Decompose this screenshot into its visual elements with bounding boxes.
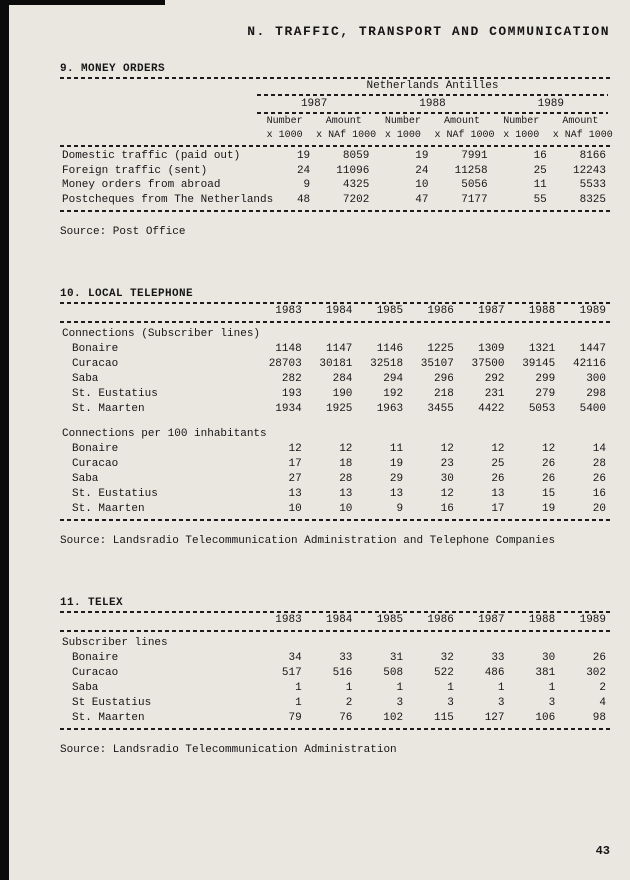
year-header: 1985 bbox=[376, 305, 404, 318]
data-cell: 25 bbox=[491, 458, 505, 471]
data-cell: 12243 bbox=[572, 164, 606, 177]
data-cell: 11258 bbox=[454, 164, 488, 177]
row-label: Curacao bbox=[72, 458, 119, 471]
empty-cell bbox=[60, 97, 255, 115]
year-header: 1987 bbox=[478, 614, 505, 626]
dash-cell bbox=[60, 726, 610, 732]
data-cell: 8166 bbox=[579, 149, 606, 162]
data-cell: 13 bbox=[288, 488, 302, 501]
table-section bbox=[60, 63, 613, 239]
data-cell: 48 bbox=[296, 194, 311, 207]
data-cell: 33 bbox=[339, 651, 353, 664]
data-cell: 292 bbox=[484, 373, 505, 386]
data-cell: 32518 bbox=[370, 358, 404, 371]
year-header-row bbox=[60, 304, 610, 319]
year-header: 1984 bbox=[326, 614, 353, 626]
data-cell: 7202 bbox=[342, 194, 370, 207]
data-cell: 4422 bbox=[478, 403, 505, 416]
data-cell: 19 bbox=[296, 149, 311, 162]
empty-cell bbox=[60, 304, 255, 319]
subheader-row bbox=[60, 115, 610, 129]
data-cell: 28703 bbox=[268, 358, 302, 371]
data-cell: 3 bbox=[396, 696, 404, 709]
empty-cell bbox=[60, 79, 255, 97]
dash-line bbox=[257, 112, 371, 114]
year-header: 1983 bbox=[275, 614, 302, 626]
column-subheader: x 1000 bbox=[503, 129, 540, 141]
group-label-row bbox=[60, 325, 610, 342]
row-label: St. Eustatius bbox=[72, 388, 158, 401]
data-cell: 19 bbox=[415, 149, 429, 162]
data-cell: 9 bbox=[396, 503, 404, 516]
row-label: Curacao bbox=[72, 666, 119, 679]
data-cell: 1963 bbox=[376, 403, 404, 416]
data-cell: 26 bbox=[491, 473, 505, 486]
data-cell: 3 bbox=[447, 696, 454, 709]
data-cell: 1 bbox=[548, 681, 556, 694]
year-header-row bbox=[60, 613, 610, 628]
data-cell: 7991 bbox=[461, 149, 488, 162]
data-cell: 1 bbox=[345, 681, 353, 694]
data-cell: 16 bbox=[440, 503, 454, 516]
dash-line bbox=[60, 519, 610, 521]
data-row bbox=[60, 457, 610, 472]
dash-line bbox=[60, 630, 610, 632]
sections-container bbox=[60, 63, 613, 756]
empty-cell bbox=[60, 115, 255, 129]
data-cell: 13 bbox=[339, 488, 353, 501]
row-label: St. Eustatius bbox=[72, 488, 158, 501]
document-page bbox=[60, 24, 613, 806]
data-cell: 20 bbox=[592, 503, 606, 516]
data-cell: 1934 bbox=[275, 403, 302, 416]
data-row bbox=[60, 442, 610, 457]
row-label: Postcheques from The Netherlands bbox=[62, 194, 274, 207]
data-row bbox=[60, 193, 610, 208]
column-subheader: x 1000 bbox=[266, 129, 303, 141]
year-header: 1986 bbox=[427, 614, 454, 626]
data-cell: 28 bbox=[592, 458, 606, 471]
data-row bbox=[60, 711, 610, 726]
data-cell: 231 bbox=[484, 388, 505, 401]
data-cell: 28 bbox=[339, 473, 353, 486]
data-cell: 516 bbox=[332, 666, 353, 679]
year-header: 1983 bbox=[275, 305, 302, 318]
data-cell: 1447 bbox=[579, 343, 606, 356]
data-cell: 115 bbox=[434, 711, 454, 724]
data-cell: 486 bbox=[484, 666, 505, 679]
data-cell: 3455 bbox=[427, 403, 454, 416]
data-row bbox=[60, 402, 610, 417]
year-header: 1985 bbox=[376, 614, 404, 626]
data-cell: 9 bbox=[303, 179, 311, 192]
data-row bbox=[60, 472, 610, 487]
empty-cell bbox=[60, 613, 255, 628]
data-cell: 8059 bbox=[342, 149, 370, 162]
data-cell: 12 bbox=[440, 443, 454, 456]
year-text: 1987 bbox=[300, 97, 328, 110]
data-cell: 381 bbox=[535, 666, 556, 679]
row-label: Domestic traffic (paid out) bbox=[62, 149, 241, 162]
data-cell: 16 bbox=[592, 488, 606, 501]
row-label: Saba bbox=[72, 681, 99, 694]
year-header bbox=[492, 97, 610, 115]
data-cell: 47 bbox=[415, 194, 429, 207]
data-cell: 8325 bbox=[579, 194, 606, 207]
source-line: Source: Landsradio Telecommunication Administration and Telephone Companies bbox=[60, 535, 556, 547]
data-cell: 298 bbox=[586, 388, 606, 401]
year-header: 1986 bbox=[427, 305, 454, 318]
data-cell: 17 bbox=[288, 458, 302, 471]
data-row bbox=[60, 372, 610, 387]
data-row bbox=[60, 178, 610, 193]
data-cell: 3 bbox=[497, 696, 505, 709]
row-label: St. Maarten bbox=[72, 403, 145, 416]
column-subheader: x 1000 bbox=[384, 129, 421, 141]
data-row bbox=[60, 651, 610, 666]
data-cell: 5053 bbox=[528, 403, 556, 416]
data-cell: 11 bbox=[533, 179, 547, 192]
dash-cell bbox=[60, 517, 610, 523]
data-cell: 13 bbox=[389, 488, 404, 501]
row-label: St. Maarten bbox=[72, 711, 145, 724]
data-cell: 1321 bbox=[528, 343, 556, 356]
data-table bbox=[60, 79, 613, 214]
data-cell: 12 bbox=[288, 443, 302, 456]
data-cell: 5533 bbox=[579, 179, 606, 192]
dash-line bbox=[60, 145, 610, 147]
year-header: 1987 bbox=[478, 305, 505, 318]
table-section bbox=[60, 597, 610, 756]
year-header: 1984 bbox=[326, 305, 353, 318]
scan-edge-top bbox=[0, 0, 165, 5]
group-label-row bbox=[60, 634, 610, 651]
data-table bbox=[60, 613, 610, 732]
data-row bbox=[60, 387, 610, 402]
empty-cell bbox=[60, 129, 255, 143]
data-cell: 31 bbox=[389, 651, 404, 664]
data-cell: 14 bbox=[592, 443, 606, 456]
year-header-row bbox=[60, 97, 610, 115]
region-header-text: Netherlands Antilles bbox=[366, 80, 499, 92]
dash-row bbox=[60, 208, 610, 214]
data-cell: 27 bbox=[288, 473, 302, 486]
year-text: 1989 bbox=[537, 97, 565, 110]
data-cell: 1 bbox=[396, 681, 404, 694]
dash-line bbox=[494, 112, 608, 114]
data-cell: 2 bbox=[599, 681, 606, 694]
dash-line bbox=[60, 728, 610, 730]
column-subheader: Amount bbox=[444, 115, 481, 127]
data-cell: 1309 bbox=[478, 343, 505, 356]
data-cell: 26 bbox=[592, 651, 606, 664]
subheader-row bbox=[60, 129, 610, 143]
data-cell: 23 bbox=[440, 458, 454, 471]
data-cell: 5056 bbox=[461, 179, 488, 192]
data-cell: 302 bbox=[586, 666, 606, 679]
data-cell: 1225 bbox=[427, 343, 454, 356]
data-row bbox=[60, 502, 610, 517]
year-header: 1989 bbox=[579, 614, 606, 626]
data-row bbox=[60, 666, 610, 681]
column-subheader: Number bbox=[266, 115, 303, 127]
data-cell: 1147 bbox=[326, 343, 353, 356]
data-row bbox=[60, 357, 610, 372]
data-cell: 4 bbox=[599, 696, 606, 709]
data-cell: 79 bbox=[288, 711, 302, 724]
region-header-row bbox=[60, 79, 610, 97]
data-cell: 508 bbox=[383, 666, 404, 679]
data-cell: 24 bbox=[296, 164, 311, 177]
data-cell: 42116 bbox=[572, 358, 606, 371]
data-cell: 106 bbox=[535, 711, 556, 724]
data-cell: 5400 bbox=[579, 403, 606, 416]
data-cell: 1148 bbox=[275, 343, 302, 356]
column-subheader: x NAf 1000 bbox=[434, 129, 495, 141]
data-cell: 299 bbox=[535, 373, 556, 386]
row-label: Bonaire bbox=[72, 651, 119, 664]
dash-line bbox=[257, 94, 608, 96]
column-subheader: Number bbox=[503, 115, 540, 127]
data-row bbox=[60, 681, 610, 696]
region-header bbox=[255, 79, 610, 97]
row-label: Money orders from abroad bbox=[62, 179, 221, 192]
data-cell: 26 bbox=[592, 473, 606, 486]
spacer-cell bbox=[60, 417, 610, 425]
data-cell: 30 bbox=[440, 473, 454, 486]
data-cell: 296 bbox=[434, 373, 454, 386]
column-subheader: Amount bbox=[325, 115, 362, 127]
row-label: Foreign traffic (sent) bbox=[62, 164, 208, 177]
data-row bbox=[60, 342, 610, 357]
row-label: Curacao bbox=[72, 358, 119, 371]
data-cell: 1 bbox=[497, 681, 505, 694]
data-cell: 30181 bbox=[319, 358, 353, 371]
data-cell: 102 bbox=[383, 711, 404, 724]
data-cell: 18 bbox=[339, 458, 353, 471]
data-cell: 10 bbox=[339, 503, 353, 516]
page-title: N. TRAFFIC, TRANSPORT AND COMMUNICATION bbox=[247, 24, 610, 39]
row-label: Saba bbox=[72, 473, 99, 486]
dash-row bbox=[60, 517, 610, 523]
scan-edge-left bbox=[0, 0, 9, 880]
data-cell: 55 bbox=[533, 194, 547, 207]
data-cell: 17 bbox=[491, 503, 505, 516]
section-title: 10. LOCAL TELEPHONE bbox=[60, 288, 194, 301]
data-cell: 26 bbox=[542, 458, 556, 471]
data-cell: 34 bbox=[288, 651, 302, 664]
data-cell: 24 bbox=[415, 164, 429, 177]
row-label: Saba bbox=[72, 373, 99, 386]
data-cell: 12 bbox=[339, 443, 353, 456]
row-label: Bonaire bbox=[72, 343, 119, 356]
data-row bbox=[60, 164, 610, 179]
data-cell: 25 bbox=[533, 164, 547, 177]
row-label: Bonaire bbox=[72, 443, 119, 456]
data-cell: 1 bbox=[295, 681, 302, 694]
data-cell: 284 bbox=[332, 373, 353, 386]
dash-line bbox=[375, 112, 489, 114]
column-subheader: x NAf 1000 bbox=[316, 129, 377, 141]
column-subheader: Amount bbox=[562, 115, 599, 127]
data-cell: 193 bbox=[281, 388, 302, 401]
data-cell: 39145 bbox=[522, 358, 556, 371]
data-cell: 12 bbox=[491, 443, 505, 456]
data-cell: 3 bbox=[548, 696, 556, 709]
data-cell: 76 bbox=[339, 711, 353, 724]
dash-line bbox=[60, 210, 610, 212]
dash-line bbox=[60, 321, 610, 323]
spacer-row bbox=[60, 417, 610, 425]
section-title: 9. MONEY ORDERS bbox=[60, 63, 166, 75]
data-cell: 10 bbox=[288, 503, 302, 516]
data-cell: 15 bbox=[542, 488, 556, 501]
data-cell: 11 bbox=[389, 443, 404, 456]
data-cell: 12 bbox=[440, 488, 454, 501]
data-cell: 29 bbox=[389, 473, 404, 486]
data-cell: 19 bbox=[542, 503, 556, 516]
data-cell: 10 bbox=[415, 179, 429, 192]
year-header: 1989 bbox=[579, 305, 606, 318]
data-cell: 37500 bbox=[471, 358, 505, 371]
data-cell: 13 bbox=[491, 488, 505, 501]
data-cell: 1925 bbox=[326, 403, 353, 416]
dash-cell bbox=[60, 208, 610, 214]
source-line: Source: Landsradio Telecommunication Administration bbox=[60, 743, 397, 756]
year-header: 1988 bbox=[528, 614, 556, 626]
row-label: St. Maarten bbox=[72, 503, 145, 516]
data-row bbox=[60, 149, 610, 164]
data-cell: 1 bbox=[447, 681, 454, 694]
data-cell: 7177 bbox=[461, 194, 488, 207]
data-cell: 98 bbox=[592, 711, 606, 724]
data-cell: 300 bbox=[586, 373, 606, 386]
data-cell: 4325 bbox=[342, 179, 370, 192]
column-subheader: x NAf 1000 bbox=[552, 129, 613, 141]
source-line: Source: Post Office bbox=[60, 226, 186, 239]
data-cell: 517 bbox=[281, 666, 302, 679]
data-cell: 127 bbox=[484, 711, 505, 724]
year-header bbox=[373, 97, 491, 115]
year-header: 1988 bbox=[528, 305, 556, 318]
column-subheader: Number bbox=[384, 115, 421, 127]
group-label: Connections per 100 inhabitants bbox=[62, 428, 267, 441]
data-cell: 1 bbox=[295, 696, 302, 709]
data-cell: 522 bbox=[434, 666, 454, 679]
year-text: 1988 bbox=[419, 97, 446, 110]
data-cell: 32 bbox=[440, 651, 454, 664]
data-cell: 190 bbox=[332, 388, 353, 401]
data-cell: 35107 bbox=[420, 358, 454, 371]
group-label: Subscriber lines bbox=[62, 636, 168, 649]
data-cell: 2 bbox=[345, 696, 353, 709]
data-cell: 33 bbox=[491, 651, 505, 664]
data-cell: 26 bbox=[542, 473, 556, 486]
data-cell: 12 bbox=[542, 443, 556, 456]
data-cell: 294 bbox=[383, 373, 404, 386]
data-table bbox=[60, 304, 610, 523]
group-label-row bbox=[60, 425, 610, 442]
page-number: 43 bbox=[595, 844, 610, 858]
data-cell: 279 bbox=[535, 388, 556, 401]
data-cell: 218 bbox=[434, 388, 454, 401]
data-cell: 11096 bbox=[336, 164, 370, 177]
row-label: St Eustatius bbox=[72, 696, 152, 709]
data-cell: 30 bbox=[542, 651, 556, 664]
year-header bbox=[255, 97, 373, 115]
data-cell: 192 bbox=[383, 388, 404, 401]
data-row bbox=[60, 696, 610, 711]
dash-row bbox=[60, 726, 610, 732]
data-cell: 19 bbox=[389, 458, 404, 471]
table-section bbox=[60, 288, 610, 547]
data-cell: 16 bbox=[533, 149, 547, 162]
group-label: Connections (Subscriber lines) bbox=[62, 328, 261, 341]
data-row bbox=[60, 487, 610, 502]
data-cell: 1146 bbox=[376, 343, 404, 356]
data-cell: 282 bbox=[281, 373, 302, 386]
section-title: 11. TELEX bbox=[60, 597, 124, 609]
